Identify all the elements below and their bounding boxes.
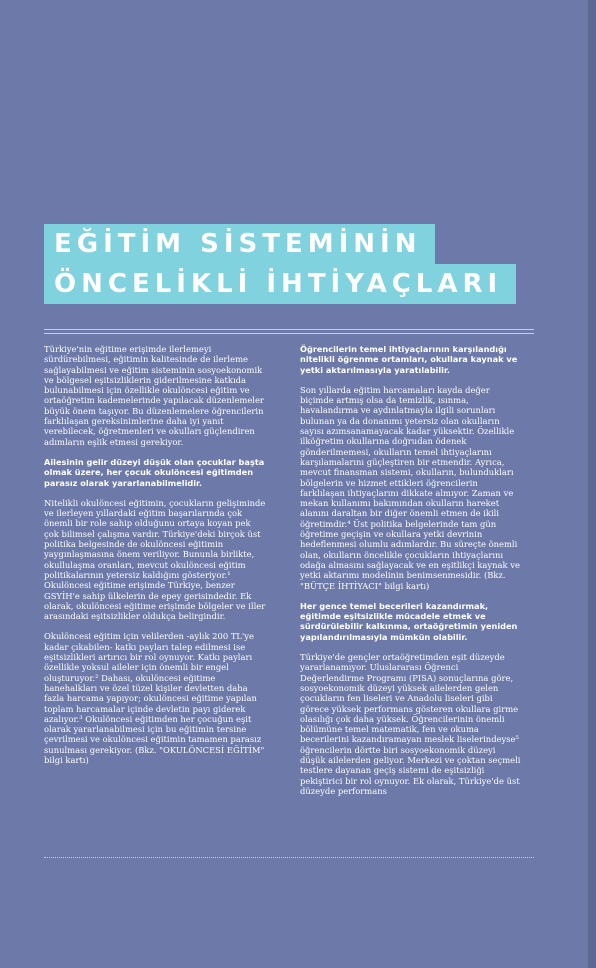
right-column xyxy=(300,344,522,806)
title-divider-bottom xyxy=(44,333,534,334)
paragraph-school-funding: Son yıllarda eğitim harcamaları kayda değer biçimde artmış olsa da temizlik, ısınma, havalandırma ve aydınlatmayla ilgili sorunları bulunan ya da donanımı yetersiz olan okulların sayısı azımsanamayacak kadar yüksektir. Özellikle ilköğretim okullarına doğrudan ödenek gönderilmemesi, okulların temel ihtiyaçlarını karşılamalarını güçleştiren bir etmendir. Ayrıca, mevcut finansman sistemi, okulların, bulundukları bölgelerin ve hizmet ettikleri öğrencilerin farklılaşan ihtiyaçlarını dikkate almıyor. Zaman ve mekan kullanımı bakımından okulların hareket alanını daraltan bir diğer önemli etmen de ikili öğretimdir.⁴ Üst politika belgelerinde tam gün öğretime geçişin ve okullara yetki devrinin hedeflenmesi olumlu adımlardır. Bu süreçte önemli olan, okulların öncelikle çocukların ihtiyaçlarını odağa almasını sağlayacak ve en eşitlikçi kaynak ve yetki aktarımı modelinin benimsenmesidir. (Bkz. "BÜTÇE İHTİYACI" bilgi kartı) xyxy=(300,384,520,591)
section-title-line-2: ÖNCELİKLİ İHTİYAÇLARI xyxy=(44,264,516,304)
paragraph-intro: Türkiye'nin eğitime erişimde ilerlemeyi sürdürebilmesi, eğitimin kalitesinde de ilerleme sağlayabilmesi ve eğitim sisteminin sosyoekonomik ve bölgesel eşitsizliklerin giderilmesine katkıda bulunabilmesi için özellikle okulöncesi eğitim ve ortaöğretim kademelerinde yapılacak düzenlemeler büyük önem taşıyor. Bu düzenlemelere öğrencilerin farklılaşan gereksinimlerine daha iyi yanıt verebilecek, öğretmenleri ve okulları güçlendiren adımların eşlik etmesi gerekiyor. xyxy=(44,344,264,447)
paragraph-secondary-inequality: Türkiye'de gençler ortaöğretimden eşit düzeyde yararlanamıyor. Uluslararası Öğrenci Değerlendirme Programı (PISA) sonuçlarına göre, sosyoekonomik düzeyi yüksek ailelerden gelen çocukların fen liseleri ve Anadolu liseleri gibi görece yüksek performans gösteren okullara girme olasılığı çok daha yüksek. Öğrencilerinin önemli bölümüne temel matematik, fen ve okuma becerilerini kazandıramayan meslek liselerindeyse⁵ öğrencilerin dörtte biri sosyoekonomik düzeyi düşük ailelerden geliyor. Merkezi ve çoktan seçmeli testlere dayanan geçiş sistemi de eşitsizliği pekiştirici bir rol oynuyor. Ek olarak, Türkiye'de üst düzeyde performans xyxy=(300,652,521,796)
subheading-preschool: Ailesinin gelir düzeyi düşük olan çocuklar başta olmak üzere, her çocuk okulöncesi eğitimden parasız olarak yararlanabilmelidir. xyxy=(44,456,265,488)
title-divider-top xyxy=(44,329,534,330)
bottom-dotted-divider xyxy=(44,857,534,858)
section-title-line-1: EĞİTİM SİSTEMİNİN xyxy=(44,224,435,264)
page-edge-strip xyxy=(588,0,596,968)
paragraph-preschool-fees: Okulöncesi eğitim için velilerden -aylık 200 TL'ye kadar çıkabilen- katkı payları talep edilmesi ise eşitsizlikleri artırıcı bir rol oynuyor. Katkı payları özellikle yoksul aileler için önemli bir engel oluşturuyor.² Dahası, okulöncesi eğitime hanehalkları ve özel tüzel kişiler devletten daha fazla harcama yapıyor; okulöncesi eğitime yapılan toplam harcamalar içinde devletin payı giderek azalıyor.³ Okulöncesi eğitimden her çocuğun eşit olarak yararlanabilmesi için bu eğitimin tersine çevrilmesi ve okulöncesi eğitimin tamamen parasız sunulması gerekiyor. (Bkz. "OKULÖNCESİ EĞİTİM" bilgi kartı) xyxy=(44,631,265,765)
left-column xyxy=(44,344,266,775)
paragraph-preschool-research: Nitelikli okulöncesi eğitimin, çocukların gelişiminde ve ilerleyen yıllardaki eğitim başarılarında çok önemli bir role sahip olduğunu ortaya koyan pek çok bilimsel çalışma vardır. Türkiye'deki birçok üst politika belgesinde de okulöncesi eğitimin yaygınlaşmasına önem veriliyor. Bununla birlikte, okullulaşma oranları, mevcut okulöncesi eğitim politikalarının yetersiz kaldığını gösteriyor.¹ Okulöncesi eğitime erişimde Türkiye, benzer GSYİH'e sahip ülkelerin de epey gerisindedir. Ek olarak, okulöncesi eğitime erişimde bölgeler ve iller arasındaki eşitsizlikler oldukça belirgindir. xyxy=(44,497,266,622)
subheading-secondary-education: Her gence temel becerileri kazandırmak, eğitimde eşitsizlikle mücadele etmek ve sürdürülebilir kalkınma, ortaöğretimin yeniden yapılandırılmasıyla mümkün olabilir. xyxy=(300,600,518,642)
subheading-learning-environments: Öğrencilerin temel ihtiyaçlarının karşılandığı nitelikli öğrenme ortamları, okullara kaynak ve yetki aktarılmasıyla yaratılabilir. xyxy=(300,344,518,375)
